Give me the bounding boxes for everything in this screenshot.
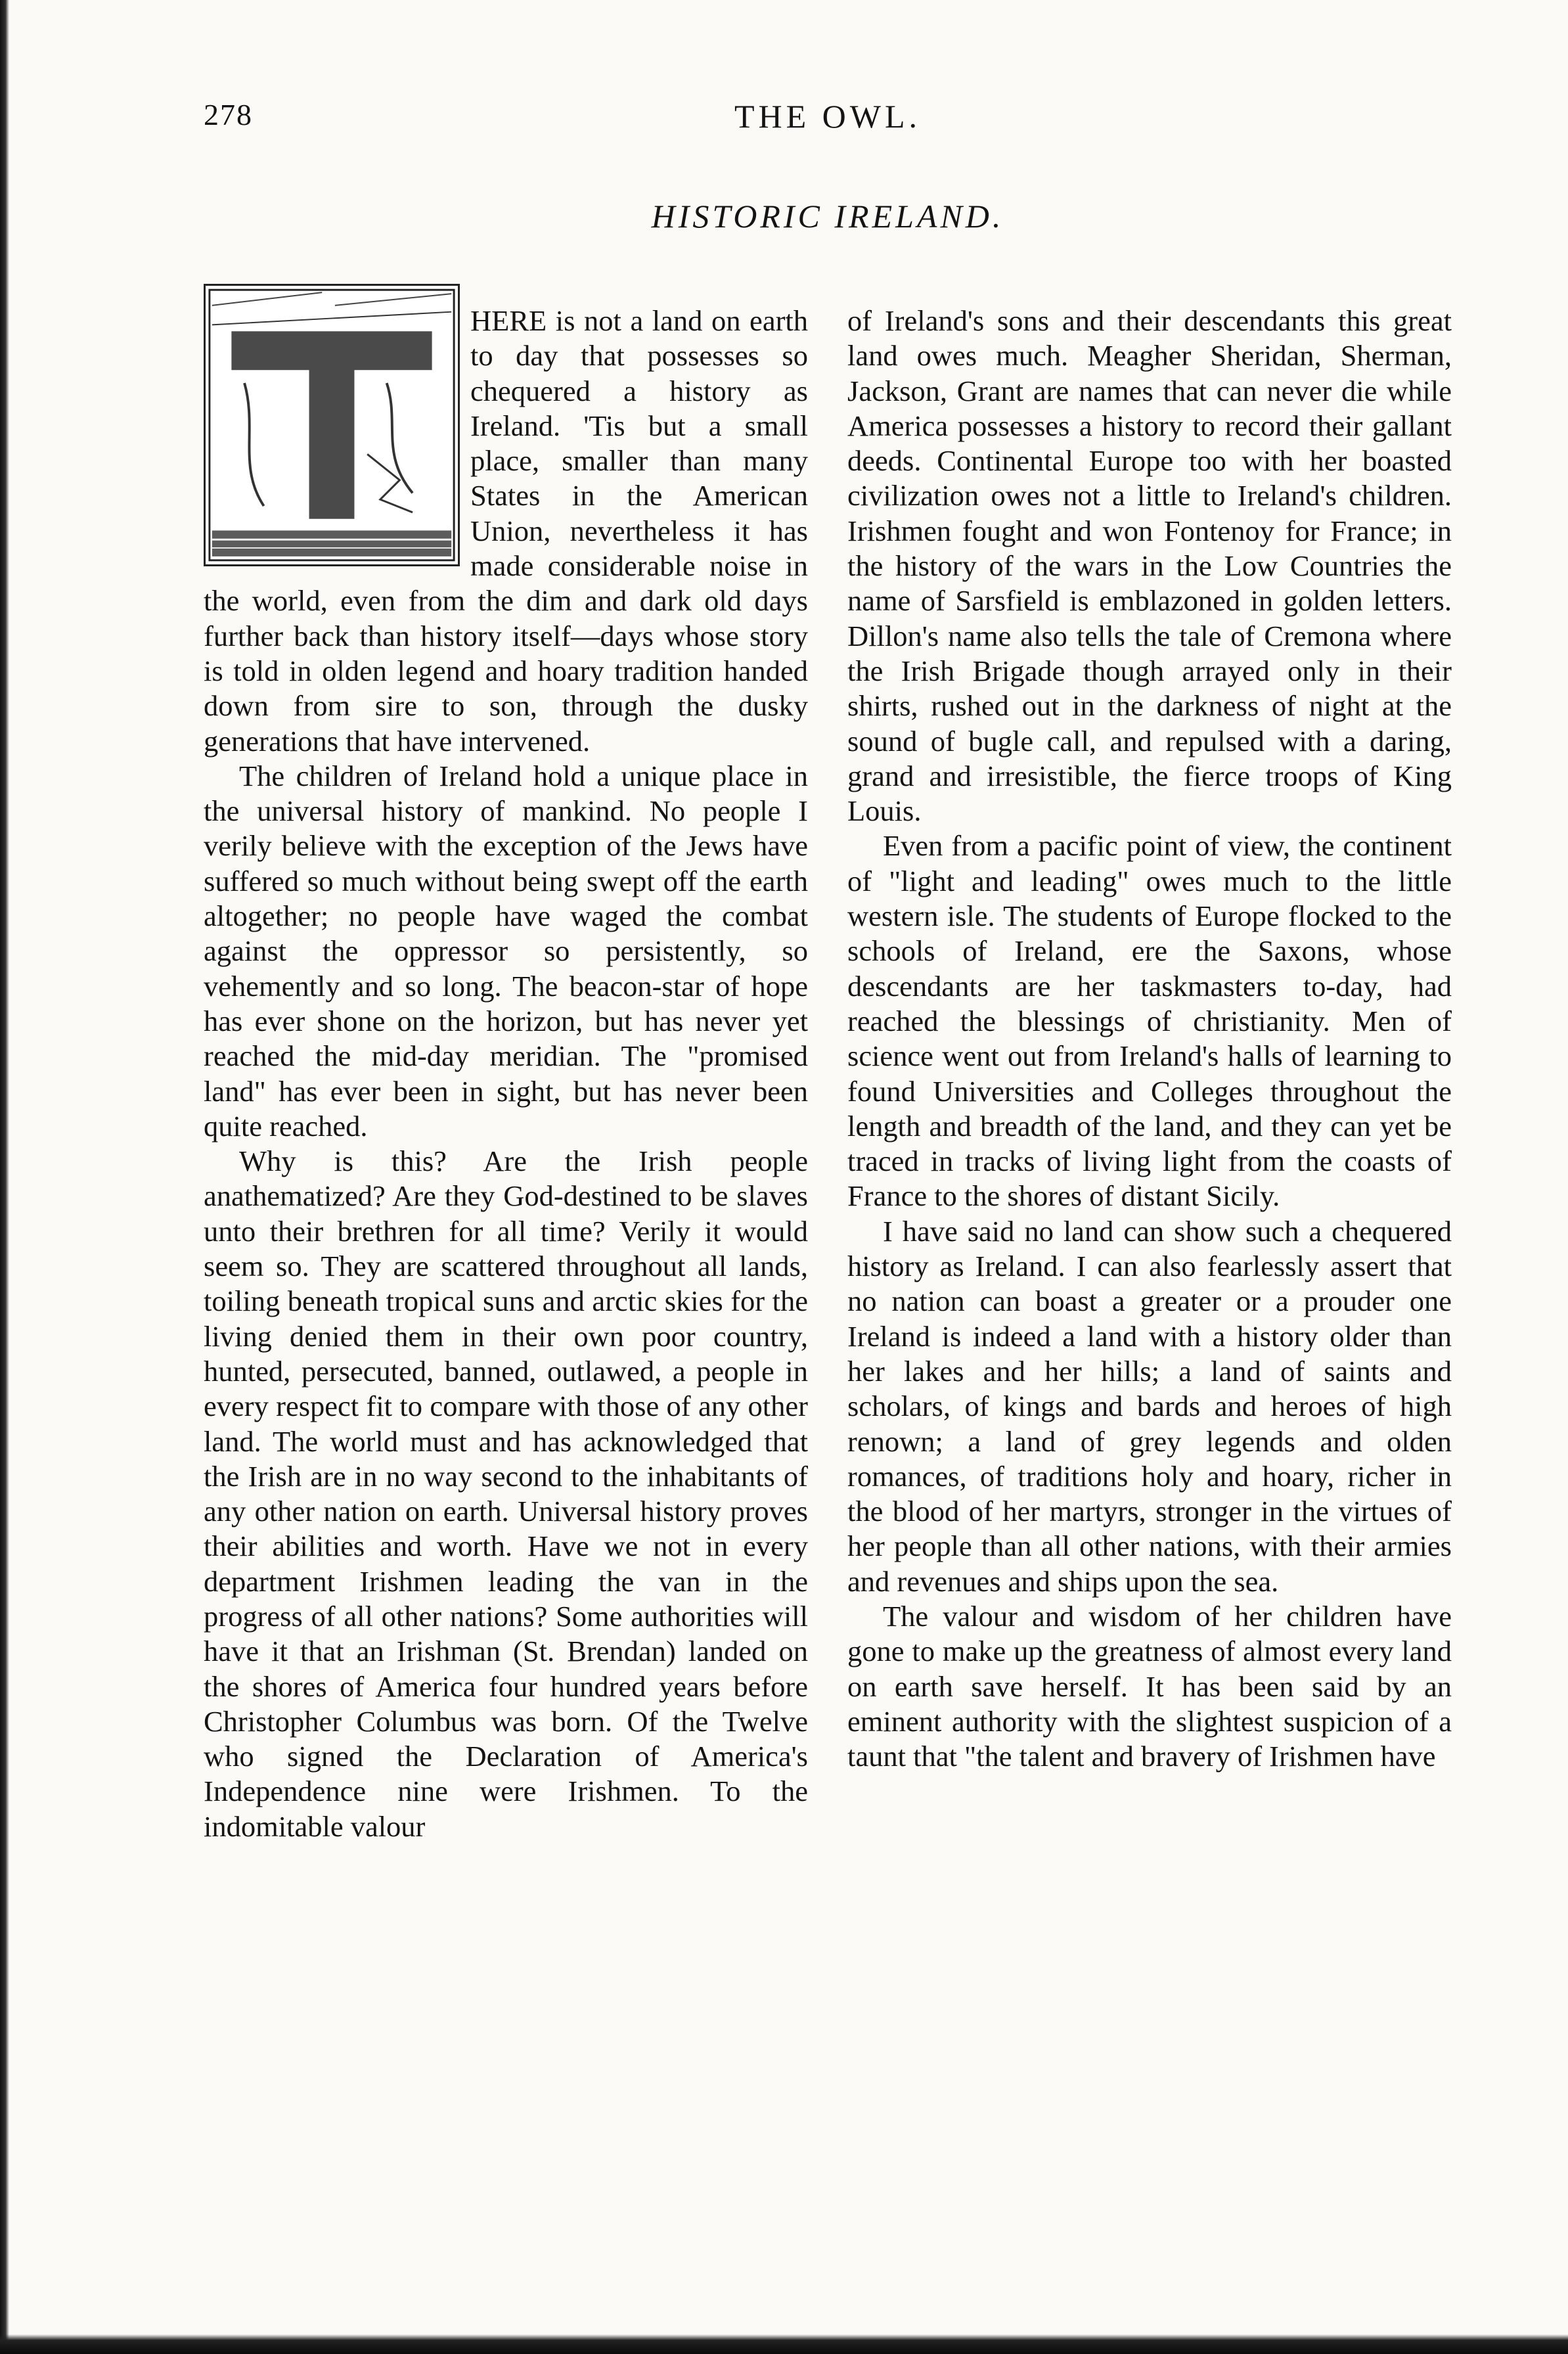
paragraph: The valour and wisdom of her children have gone to make up the greatness of almost every land on earth save herself. It has been said by an eminent authority with the slightest suspicion of a taunt that "the talent and bravery of Irishmen have [847, 1599, 1452, 1773]
decorated-initial [204, 284, 460, 566]
article-title: HISTORIC IRELAND. [651, 198, 1004, 235]
scan-shadow-bottom [0, 2334, 1568, 2354]
paragraph: Even from a pacific point of view, the continent of "light and leading" owes much to the little western isle. The students of Europe flocked to the schools of Ireland, ere the Saxons, whose descendants are her taskmasters to-day, had reached the blessings of christianity. Men of science went out from Ireland's halls of learning to found Universities and Colleges throughout the length and breadth of the land, and they can yet be traced in tracks of living light from the coasts of France to the shores of distant Sicily. [847, 829, 1452, 1213]
paragraph: HERE is not a land on earth to day that possesses so chequered a history as Ireland. 'Tis but a small place, smaller than many States in the American Union, nevertheless it has made considerable noise in the world, even from the dim and dark old days further back than history itself—days whose story is told in olden legend and hoary tradition handed down from sire to son, through the dusky generations that have intervened. [204, 304, 808, 758]
journal-title: THE OWL. [734, 98, 922, 135]
paragraph: of Ireland's sons and their descendants this great land owes much. Meagher Sheridan, Sherman, Jackson, Grant are names that can never die while America possesses a history to record their gallant deeds. Continental Europe too with her boasted civilization owes not a little to Ireland's children. Irishmen fought and won Fontenoy for France; in the history of the wars in the Low Countries the name of Sarsfield is emblazoned in golden letters. Dillon's name also tells the tale of Cremona where the Irish Brigade though arrayed only in their shirts, rushed out in the darkness of night at the sound of bugle call, and repulsed with a daring, grand and irresistible, the fierce troops of King Louis. [847, 304, 1452, 828]
right-column [847, 304, 1452, 1774]
left-column [204, 304, 808, 1844]
page-number: 278 [204, 98, 253, 131]
paragraph: Why is this? Are the Irish people anathematized? Are they God-destined to be slaves unto their brethren for all time? Verily it would seem so. They are scattered throughout all lands, toiling beneath tropical suns and arctic skies for the living denied them in their own poor country, hunted, persecuted, banned, outlawed, a people in every respect fit to compare with those of any other land. The world must and has acknowledged that the Irish are in no way second to the inhabitants of any other nation on earth. Universal history proves their abilities and worth. Have we not in every department Irishmen leading the van in the progress of all other nations? Some authorities will have it that an Irishman (St. Brendan) landed on the shores of America four hundred years before Christopher Columbus was born. Of the Twelve who signed the Declaration of America's Independence nine were Irishmen. To the indomitable valour [204, 1144, 808, 1843]
scan-shadow-left [0, 0, 9, 2354]
paragraph: I have said no land can show such a chequered history as Ireland. I can also fearlessly assert that no nation can boast a greater or a prouder one Ireland is indeed a land with a history older than her lakes and her hills; a land of saints and scholars, of kings and bards and heroes of high renown; a land of grey legends and olden romances, of traditions holy and hoary, richer in the blood of her martyrs, stronger in the virtues of her people than all other nations, with their armies and revenues and ships upon the sea. [847, 1214, 1452, 1598]
running-head [204, 97, 1452, 143]
decorated-initial-illustration [206, 286, 458, 564]
paragraph: The children of Ireland hold a unique place in the universal history of mankind. No people I verily believe with the exception of the Jews have suffered so much without being swept off the earth altogether; no people have waged the combat against the oppressor so persistently, so vehemently and so long. The beacon-star of hope has ever shone on the horizon, but has never yet reached the mid-day meridian. The "promised land" has ever been in sight, but has never been quite reached. [204, 759, 808, 1143]
